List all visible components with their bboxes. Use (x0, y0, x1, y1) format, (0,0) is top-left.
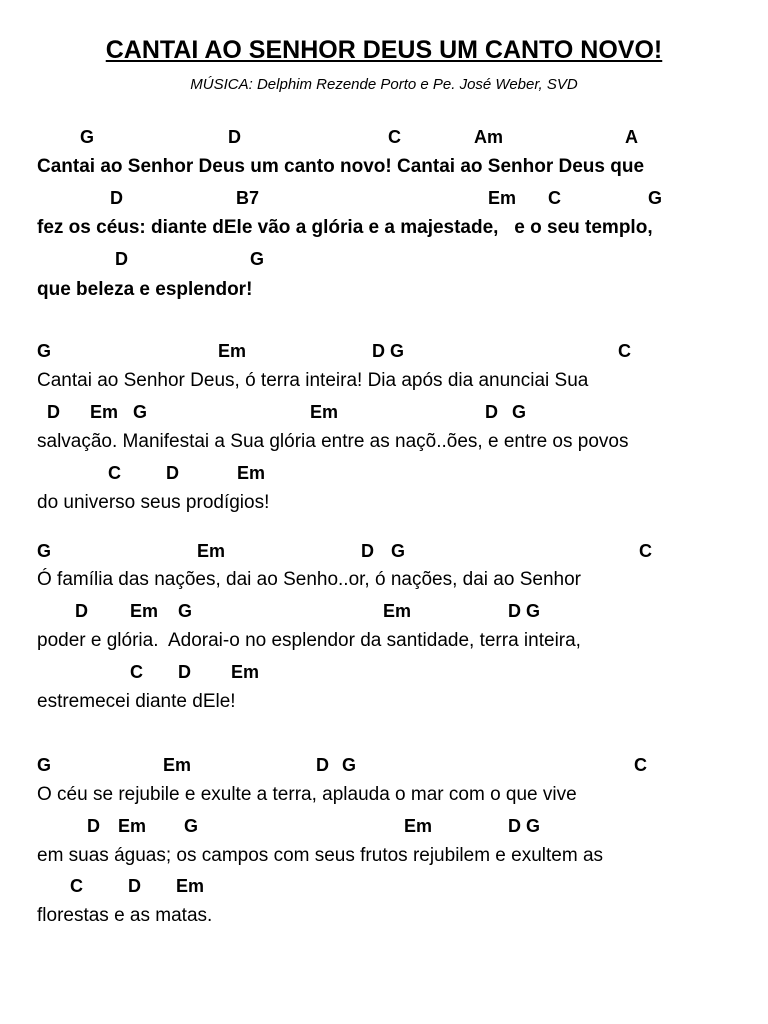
chord: Am (474, 127, 504, 147)
chord: D (87, 816, 100, 836)
lyric-line: Ó família das nações, dai ao Senho..or, ó nações, dai ao Senhor (37, 569, 581, 590)
lyric-line: poder e glória. Adorai-o no esplendor da santidade, terra inteira, (37, 630, 581, 651)
lyric-line: do universo seus prodígios! (37, 492, 270, 513)
chord: Em (383, 601, 412, 621)
chord: Em (404, 816, 433, 836)
lyric-line: O céu se rejubile e exulte a terra, aplauda o mar com o que vive (37, 784, 577, 805)
lyric-line: que beleza e esplendor! (37, 279, 253, 300)
chord: G (184, 816, 199, 836)
chord: D G (508, 816, 541, 836)
song-credits: MÚSICA: Delphim Rezende Porto e Pe. José Weber, SVD (190, 76, 578, 93)
chord: G (37, 541, 52, 561)
chord: G (37, 755, 52, 775)
chord: C (388, 127, 401, 147)
chord: Em (488, 188, 517, 208)
chord: G (512, 402, 527, 422)
lyric-line: florestas e as matas. (37, 905, 213, 926)
chord: D (361, 541, 374, 561)
chord: Em (176, 876, 205, 896)
lyric-line: Cantai ao Senhor Deus, ó terra inteira! Dia após dia anunciai Sua (37, 370, 589, 391)
chord: D (166, 463, 179, 483)
chord: C (618, 341, 631, 361)
chord: Em (237, 463, 266, 483)
chord: D (128, 876, 141, 896)
chord: B7 (236, 188, 260, 208)
chord: G (391, 541, 406, 561)
lyric-line: Cantai ao Senhor Deus um canto novo! Cantai ao Senhor Deus que (37, 156, 645, 177)
chord: Em (218, 341, 247, 361)
chord: D (228, 127, 241, 147)
chord: C (634, 755, 647, 775)
lyric-line: estremecei diante dEle! (37, 691, 236, 712)
chord: G (133, 402, 148, 422)
chord: C (108, 463, 121, 483)
chord: D (110, 188, 123, 208)
chord: G (648, 188, 663, 208)
chord: D (115, 249, 128, 269)
chord: C (548, 188, 561, 208)
chord: C (70, 876, 83, 896)
chord: D (485, 402, 498, 422)
chord: Em (163, 755, 192, 775)
chord: G (178, 601, 193, 621)
chord: G (250, 249, 265, 269)
lyric-line: em suas águas; os campos com seus frutos rejubilem e exultem as (37, 845, 604, 866)
chord: C (130, 662, 143, 682)
chord: Em (118, 816, 147, 836)
chord: Em (310, 402, 339, 422)
lyric-line: fez os céus: diante dEle vão a glória e a majestade, e o seu templo, (37, 217, 653, 238)
chord: G (80, 127, 95, 147)
chord: Em (231, 662, 260, 682)
chord: A (625, 127, 638, 147)
chord: D (178, 662, 191, 682)
chord: Em (130, 601, 159, 621)
song-title: CANTAI AO SENHOR DEUS UM CANTO NOVO! (105, 36, 663, 64)
chord: G (342, 755, 357, 775)
chord: C (639, 541, 652, 561)
chord: D G (372, 341, 405, 361)
chord: D G (508, 601, 541, 621)
chord: Em (197, 541, 226, 561)
chord: D (47, 402, 60, 422)
chord: D (316, 755, 329, 775)
chord: D (75, 601, 88, 621)
chord: G (37, 341, 52, 361)
chord: Em (90, 402, 119, 422)
lyric-line: salvação. Manifestai a Sua glória entre as naçõ..ões, e entre os povos (37, 431, 629, 452)
